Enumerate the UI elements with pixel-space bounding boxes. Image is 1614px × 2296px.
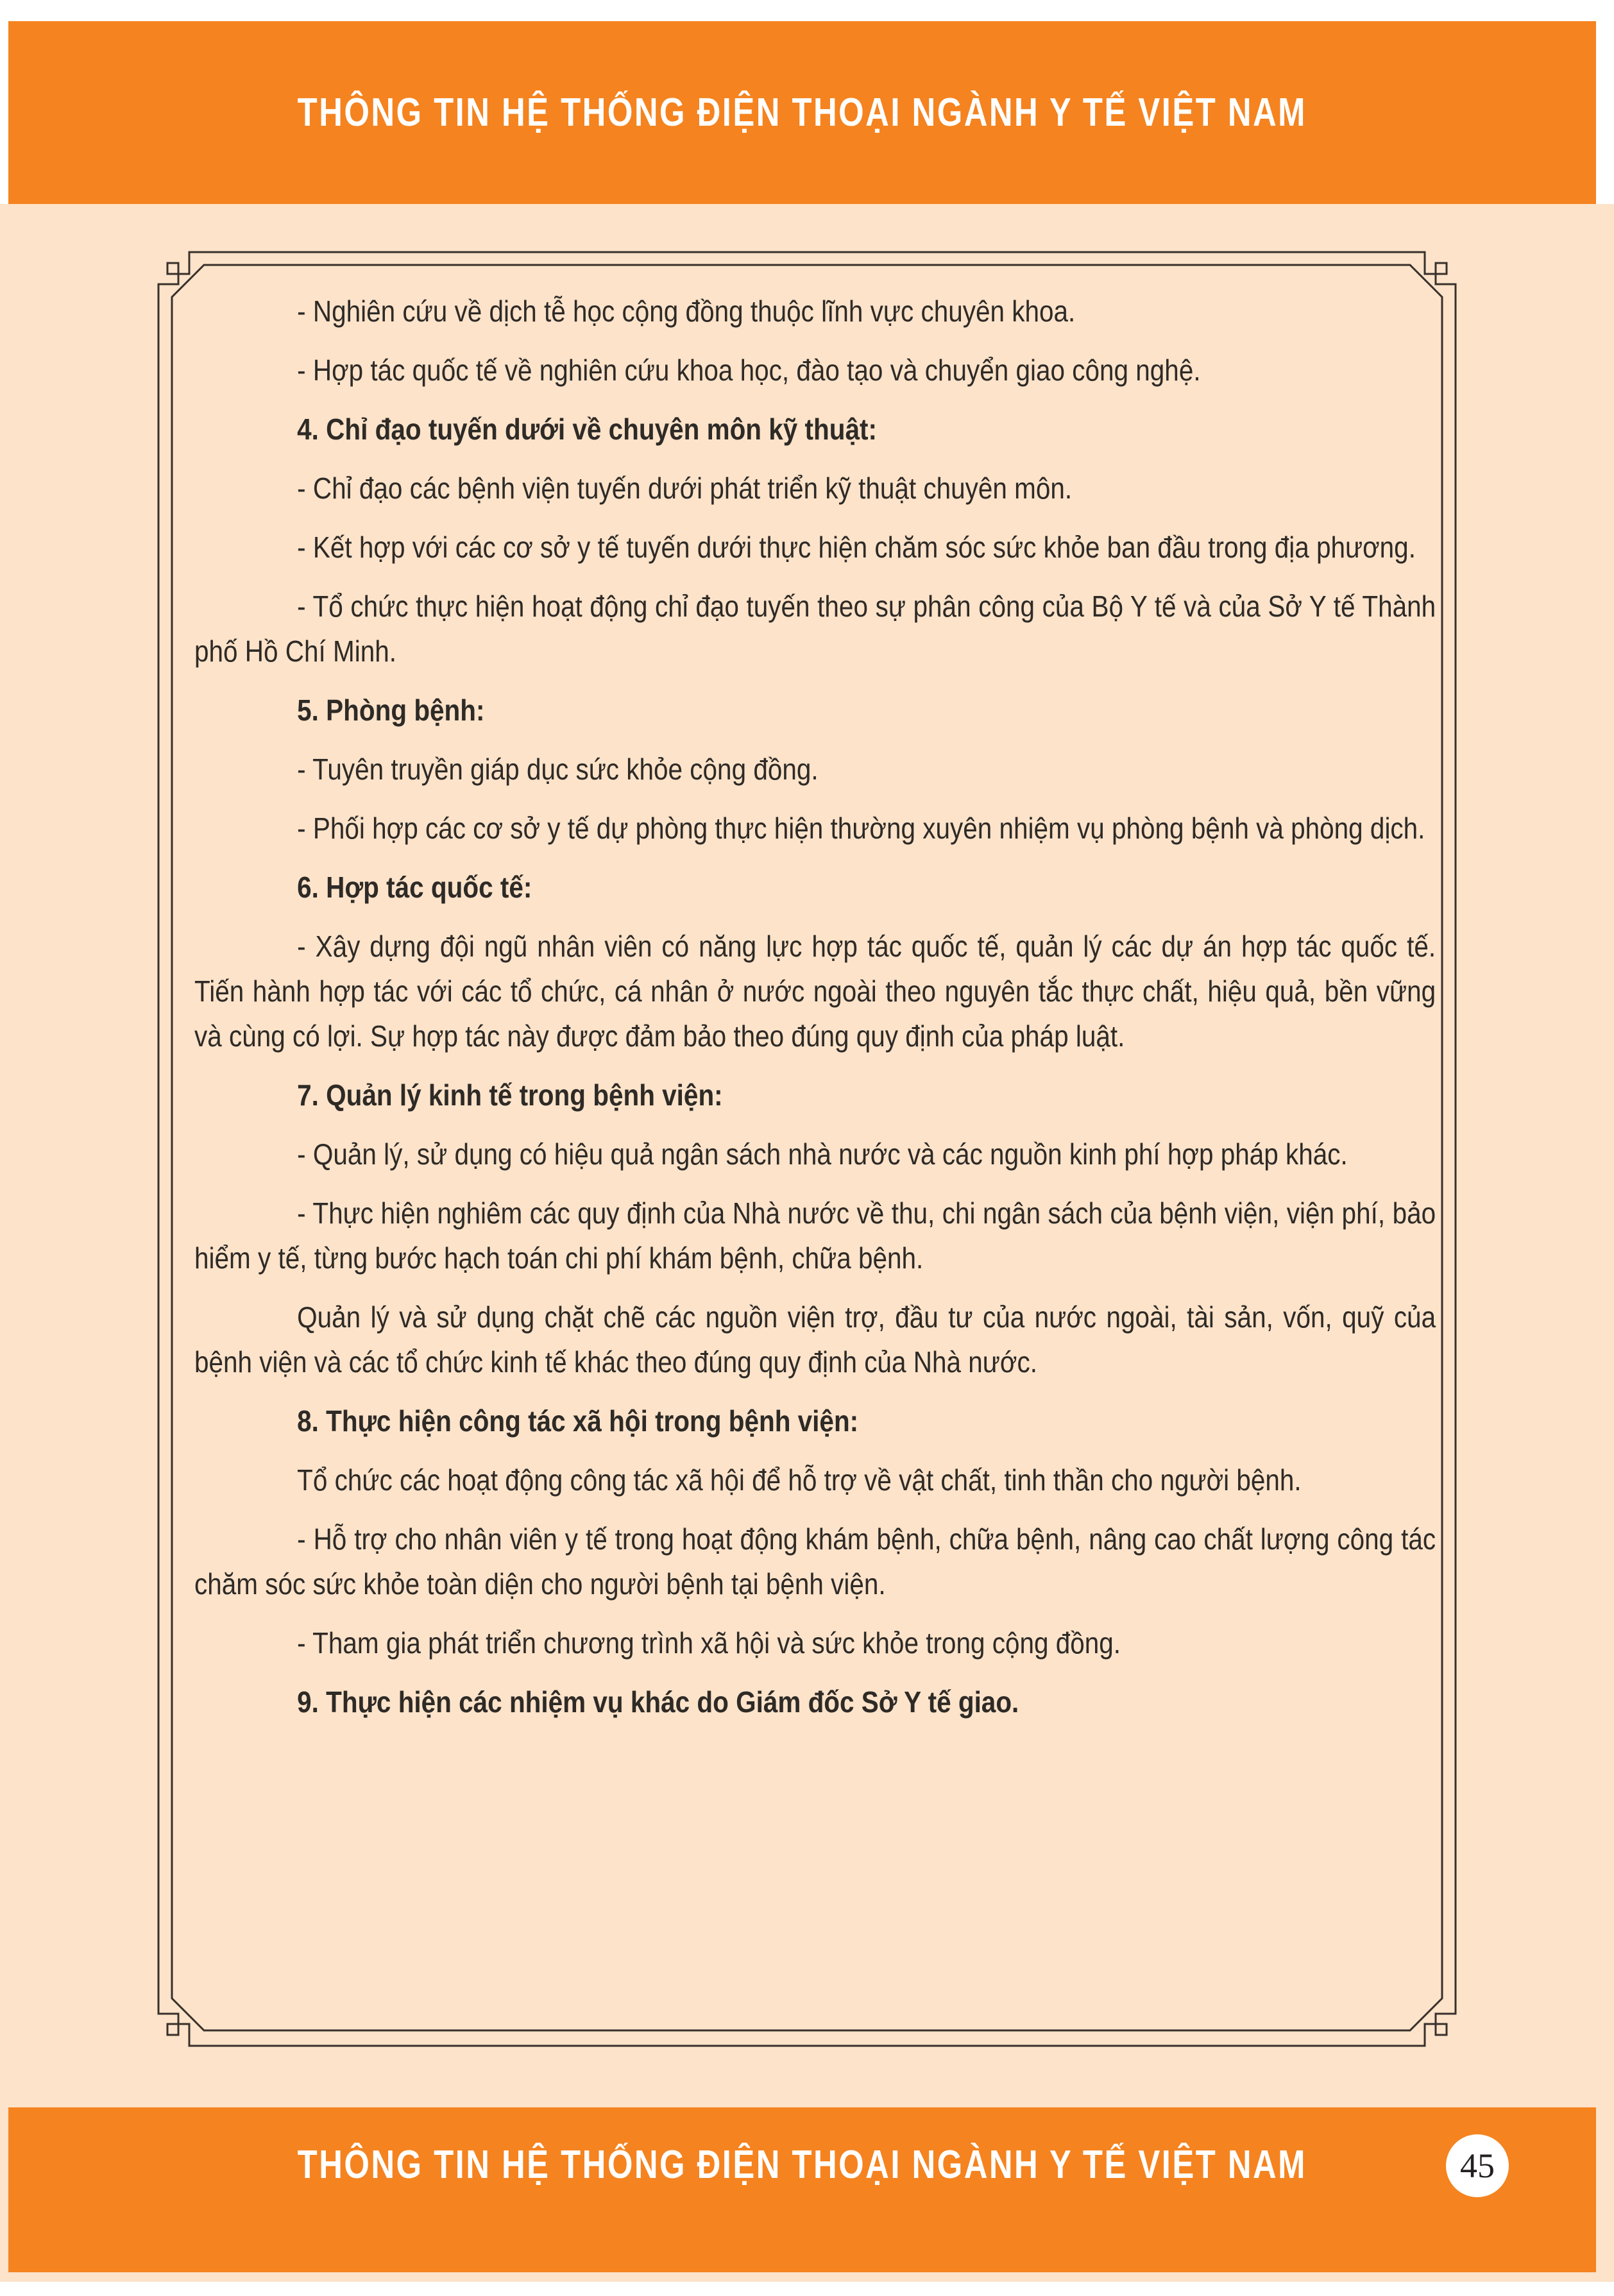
- paragraph: - Quản lý, sử dụng có hiệu quả ngân sách nhà nước và các nguồn kinh phí hợp pháp khác.: [297, 1137, 1348, 1171]
- section-heading: 9. Thực hiện các nhiệm vụ khác do Giám đốc Sở Y tế giao.: [297, 1685, 1019, 1719]
- paragraph: Quản lý và sử dụng chặt chẽ các nguồn viện trợ, đầu tư của nước ngoài, tài sản, vốn, quỹ của bệnh viện và các tổ chức kinh tế khác theo đúng quy định của Nhà nước.: [194, 1300, 1436, 1379]
- paragraph: - Tuyên truyền giáp dục sức khỏe cộng đồng.: [297, 753, 819, 786]
- header-band: [8, 21, 1596, 204]
- section-heading: 8. Thực hiện công tác xã hội trong bệnh viện:: [297, 1404, 859, 1438]
- paragraph: - Tổ chức thực hiện hoạt động chỉ đạo tuyến theo sự phân công của Bộ Y tế và của Sở Y tế Thành phố Hồ Chí Minh.: [194, 590, 1436, 668]
- section-heading: 5. Phòng bệnh:: [297, 693, 485, 727]
- content: [194, 289, 1436, 1739]
- paragraph: - Kết hợp với các cơ sở y tế tuyến dưới thực hiện chăm sóc sức khỏe ban đầu trong địa phương.: [297, 531, 1416, 564]
- section-heading: 4. Chỉ đạo tuyến dưới về chuyên môn kỹ thuật:: [297, 412, 877, 446]
- paragraph: - Chỉ đạo các bệnh viện tuyến dưới phát triển kỹ thuật chuyên môn.: [297, 472, 1073, 505]
- page-number-badge: [1446, 2134, 1509, 2197]
- paragraph: - Xây dựng đội ngũ nhân viên có năng lực hợp tác quốc tế, quản lý các dự án hợp tác quốc tế. Tiến hành hợp tác với các tổ chức, cá nhân ở nước ngoài theo nguyên tắc thực chất, hiệu quả, bền vững và cùng có lợi. Sự hợp tác này được đảm bảo theo đúng quy định của pháp luật.: [194, 930, 1436, 1053]
- paragraph: Tổ chức các hoạt động công tác xã hội để hỗ trợ về vật chất, tinh thần cho người bệnh.: [297, 1463, 1302, 1497]
- paragraph: - Hợp tác quốc tế về nghiên cứu khoa học, đào tạo và chuyển giao công nghệ.: [297, 353, 1201, 387]
- paragraph: - Thực hiện nghiêm các quy định của Nhà nước về thu, chi ngân sách của bệnh viện, viện phí, bảo hiểm y tế, từng bước hạch toán chi phí khám bệnh, chữa bệnh.: [194, 1196, 1436, 1275]
- paragraph: - Phối hợp các cơ sở y tế dự phòng thực hiện thường xuyên nhiệm vụ phòng bệnh và phòng dịch.: [297, 812, 1425, 845]
- header-title: THÔNG TIN HỆ THỐNG ĐIỆN THOẠI NGÀNH Y TẾ VIỆT NAM: [297, 90, 1307, 135]
- paragraph: - Nghiên cứu về dịch tễ học cộng đồng thuộc lĩnh vực chuyên khoa.: [297, 294, 1076, 328]
- footer-band: [8, 2107, 1596, 2272]
- paragraph: - Tham gia phát triển chương trình xã hội và sức khỏe trong cộng đồng.: [297, 1626, 1121, 1660]
- paragraph: - Hỗ trợ cho nhân viên y tế trong hoạt động khám bệnh, chữa bệnh, nâng cao chất lượng công tác chăm sóc sức khỏe toàn diện cho người bệnh tại bệnh viện.: [194, 1522, 1436, 1601]
- section-heading: 7. Quản lý kinh tế trong bệnh viện:: [297, 1078, 723, 1112]
- footer-title: THÔNG TIN HỆ THỐNG ĐIỆN THOẠI NGÀNH Y TẾ VIỆT NAM: [297, 2143, 1307, 2187]
- page-number: 45: [1460, 2147, 1495, 2185]
- section-heading: 6. Hợp tác quốc tế:: [297, 871, 532, 904]
